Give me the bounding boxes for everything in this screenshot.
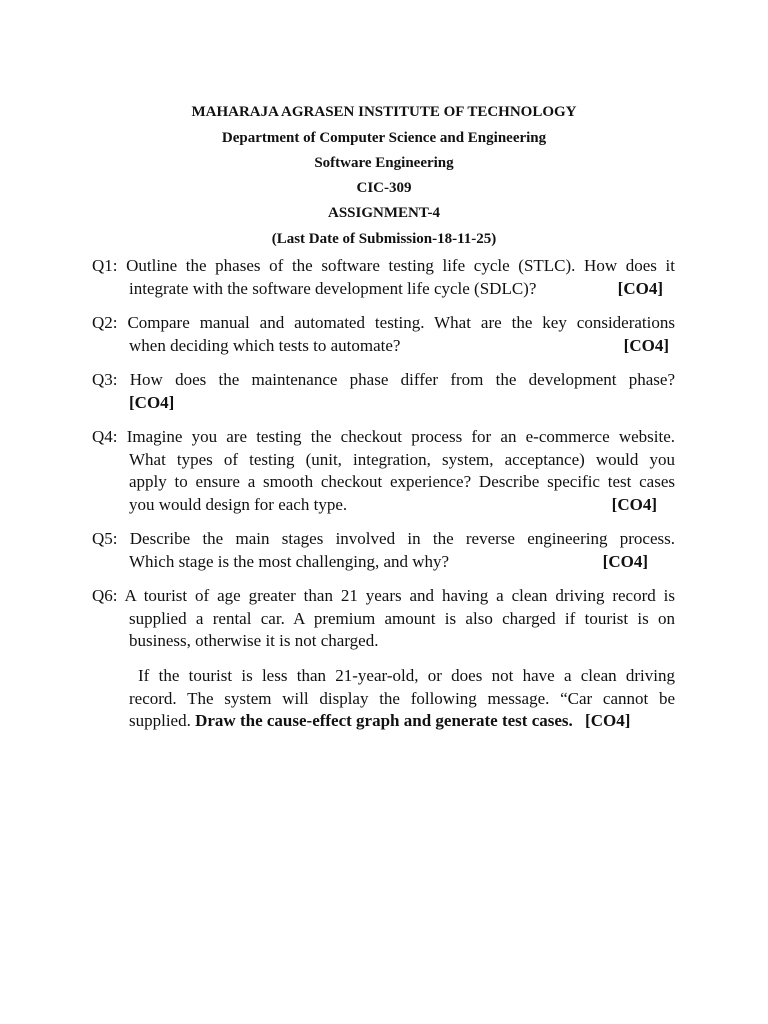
question-6 xyxy=(92,585,675,653)
question-6-paragraph-2 xyxy=(92,665,675,733)
question-4-line-1: Q4: Imagine you are testing the checkout process for an e-commerce website. xyxy=(92,427,675,446)
question-3 xyxy=(92,369,675,414)
question-4-line-4: you would design for each type. xyxy=(129,494,348,514)
question-6-instruction: Draw the cause-effect graph and generate test cases. xyxy=(195,711,573,730)
department-name: Department of Computer Science and Engineering xyxy=(221,130,547,146)
question-2 xyxy=(92,312,675,357)
question-5 xyxy=(92,528,675,573)
question-6-line-3: business, otherwise it is not charged. xyxy=(129,631,379,650)
question-4-co-tag: [CO4] xyxy=(611,494,657,514)
institute-name: MAHARAJA AGRASEN INSTITUTE OF TECHNOLOGY xyxy=(191,104,577,120)
question-6-line-1: Q6: A tourist of age greater than 21 years and having a clean driving record is xyxy=(92,586,675,605)
question-2-line-1: Q2: Compare manual and automated testing. What are the key considerations xyxy=(92,313,675,332)
question-1 xyxy=(92,255,675,300)
question-1-co-tag: [CO4] xyxy=(617,278,663,298)
question-1-line-2 xyxy=(92,278,675,301)
question-4-body xyxy=(92,449,675,517)
question-4-line-2: What types of testing (unit, integration, system, acceptance) would you xyxy=(129,449,675,469)
question-3-line-1: Q3: How does the maintenance phase differ from the development phase? xyxy=(92,370,675,389)
question-3-co-tag: [CO4] xyxy=(129,392,175,412)
question-2-line-2 xyxy=(92,335,675,358)
question-5-line-1: Q5: Describe the main stages involved in the reverse engineering process. xyxy=(92,529,675,548)
question-3-line-2 xyxy=(92,392,675,415)
subject-name: Software Engineering xyxy=(314,155,454,171)
question-6-body xyxy=(92,608,675,653)
submission-deadline: (Last Date of Submission-18-11-25) xyxy=(271,231,497,247)
question-6-line-2: supplied a rental car. A premium amount is also charged if tourist is on xyxy=(129,608,675,628)
question-6-p2-line-1: If the tourist is less than 21-year-old, or does not have a clean driving xyxy=(138,666,675,685)
question-1-text: integrate with the software development life cycle (SDLC)? xyxy=(129,278,537,298)
question-4-line-4-wrap xyxy=(129,494,675,517)
question-6-p2-line-3 xyxy=(92,710,675,733)
question-4 xyxy=(92,426,675,516)
assignment-title: ASSIGNMENT-4 xyxy=(328,205,440,221)
course-code: CIC-309 xyxy=(356,180,412,196)
question-6-co-tag: [CO4] xyxy=(585,711,631,730)
question-2-text: when deciding which tests to automate? xyxy=(129,335,401,355)
question-2-co-tag: [CO4] xyxy=(623,335,669,355)
question-6-p2-line-2: record. The system will display the following message. “Car cannot be xyxy=(129,688,675,708)
question-1-line-1: Q1: Outline the phases of the software testing life cycle (STLC). How does it xyxy=(92,256,675,275)
question-5-line-2 xyxy=(92,551,675,574)
question-4-line-3: apply to ensure a smooth checkout experience? Describe specific test cases xyxy=(129,472,675,491)
question-5-text: Which stage is the most challenging, and why? xyxy=(129,551,450,571)
question-5-co-tag: [CO4] xyxy=(602,551,648,571)
question-6-p2-plain-text: supplied. xyxy=(129,711,191,730)
